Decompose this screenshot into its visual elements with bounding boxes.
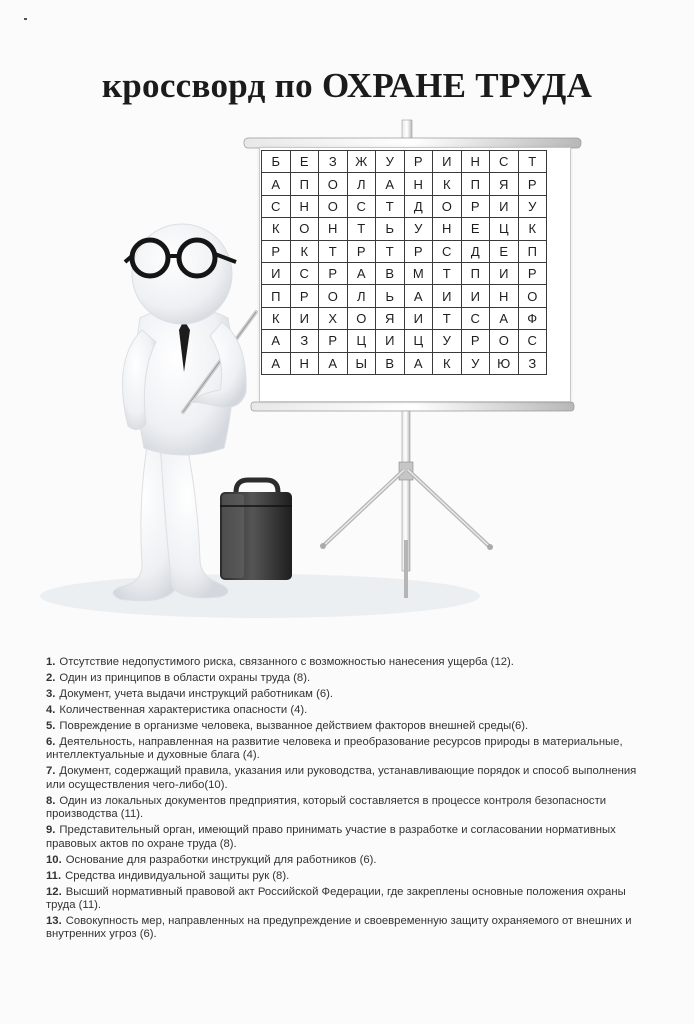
grid-cell: П [461,262,490,284]
question-item [46,854,656,867]
grid-cell: Т [376,195,405,217]
grid-cell: Т [433,262,462,284]
question-text: Количественная характеристика опасности (4). [59,704,308,716]
question-text: Документ, содержащий правила, указания или руководства, устанавливающие порядок и способ выполнения или осуществления чего-либо(10). [46,765,637,791]
grid-cell: Д [461,240,490,262]
grid-cell: П [290,173,319,195]
question-item [46,915,656,942]
grid-cell: О [319,173,348,195]
grid-row [262,307,547,329]
grid-cell: У [433,330,462,352]
grid-cell: Ь [376,285,405,307]
grid-cell: И [461,285,490,307]
question-text: Один из принципов в области охраны труда (8). [59,672,311,684]
grid-cell: Р [290,285,319,307]
grid-cell: Р [319,330,348,352]
grid-cell: Ц [404,330,433,352]
grid-cell: С [461,307,490,329]
grid-cell: А [404,285,433,307]
grid-row [262,151,547,173]
grid-cell: Н [290,195,319,217]
grid-cell: С [290,262,319,284]
grid-row [262,240,547,262]
grid-cell: И [376,330,405,352]
grid-cell: Л [347,285,376,307]
grid-cell: Т [518,151,547,173]
grid-cell: А [490,307,519,329]
grid-cell: У [461,352,490,374]
question-item [46,824,656,851]
grid-cell: Л [347,173,376,195]
grid-cell: О [490,330,519,352]
grid-cell: Н [461,151,490,173]
grid-cell: Ж [347,151,376,173]
grid-cell: К [262,307,291,329]
grid-cell: О [518,285,547,307]
grid-cell: В [376,352,405,374]
grid-cell: У [376,151,405,173]
question-text: Средства индивидуальной защиты рук (8). [65,869,290,882]
grid-cell: И [433,151,462,173]
grid-cell: А [262,330,291,352]
grid-cell: Е [290,151,319,173]
grid-cell: У [518,195,547,217]
grid-cell: И [433,285,462,307]
grid-cell: Р [518,262,547,284]
grid-cell: А [262,352,291,374]
grid-cell: Б [262,151,291,173]
grid-row [262,352,547,374]
question-number: 12. [46,885,62,898]
question-number: 11. [46,869,62,882]
grid-cell: К [433,352,462,374]
grid-cell: Р [461,195,490,217]
page-title: кроссворд по ОХРАНЕ ТРУДА [101,66,593,105]
scan-speck [24,18,27,20]
question-number: 2. [46,672,56,684]
grid-cell: О [433,195,462,217]
questions-list [46,656,656,944]
grid-cell: Т [347,218,376,240]
grid-cell: М [404,262,433,284]
grid-cell: У [404,218,433,240]
grid-cell: Р [347,240,376,262]
question-number: 10. [46,853,62,866]
grid-cell: Я [376,307,405,329]
grid-cell: Т [319,240,348,262]
grid-row [262,195,547,217]
question-text: Повреждение в организме человека, вызванное действием факторов внешней среды(6). [59,720,529,732]
grid-cell: Е [461,218,490,240]
grid-cell: Н [433,218,462,240]
grid-cell: Т [376,240,405,262]
grid-cell: С [518,330,547,352]
grid-cell: Н [490,285,519,307]
question-number: 5. [46,720,56,732]
question-number: 6. [46,736,56,748]
question-item [46,656,656,669]
question-item [46,736,656,763]
grid-cell: О [347,307,376,329]
grid-cell: К [518,218,547,240]
grid-cell: З [319,151,348,173]
question-number: 7. [46,765,56,778]
grid-cell: Ц [490,218,519,240]
grid-row [262,285,547,307]
question-item [46,688,656,701]
grid-cell: П [262,285,291,307]
grid-cell: Я [490,173,519,195]
grid-cell: Р [319,262,348,284]
grid-cell: Д [404,195,433,217]
grid-row [262,330,547,352]
grid-row [262,218,547,240]
grid-cell: О [319,285,348,307]
grid-cell: Н [404,173,433,195]
grid-cell: А [262,173,291,195]
grid-cell: Р [262,240,291,262]
question-text: Один из локальных документов предприятия, который составляется в процессе контроля безопасности производства (11). [46,794,607,821]
grid-cell: А [376,173,405,195]
grid-cell: Р [461,330,490,352]
question-text: Основание для разработки инструкций для работников (6). [65,853,377,866]
question-number: 4. [46,704,56,716]
grid-cell: Н [290,352,319,374]
grid-cell: А [347,262,376,284]
grid-cell: Р [404,240,433,262]
grid-cell: Ю [490,352,519,374]
question-text: Отсутствие недопустимого риска, связанного с возможностью нанесения ущерба (12). [59,656,514,668]
question-text: Представительный орган, имеющий право принимать участие в разработке и согласовании нормативных правовых актов по охране труда (8). [46,824,616,850]
grid-cell: К [433,173,462,195]
grid-cell: З [518,352,547,374]
grid-cell: Ы [347,352,376,374]
grid-cell: И [490,262,519,284]
grid-cell: Р [518,173,547,195]
question-item [46,795,656,822]
question-text: Совокупность мер, направленных на предупреждение и своевременную защиту охраняемого от внешних и внутренних угроз (6). [46,915,632,941]
grid-cell: И [262,262,291,284]
grid-cell: О [319,195,348,217]
question-item [46,704,656,717]
grid-row [262,173,547,195]
grid-cell: О [290,218,319,240]
grid-cell: А [319,352,348,374]
grid-cell: И [490,195,519,217]
question-item [46,870,656,883]
grid-cell: Т [433,307,462,329]
question-item [46,886,656,913]
grid-cell: Ф [518,307,547,329]
grid-cell: Х [319,307,348,329]
grid-cell: З [290,330,319,352]
grid-cell: Н [319,218,348,240]
question-text: Высший нормативный правовой акт Российской Федерации, где закреплены основные положения охраны труда (11). [46,885,626,912]
grid-cell: К [290,240,319,262]
grid-cell: С [262,195,291,217]
question-text: Деятельность, направленная на развитие человека и преобразование ресурсов природы в материальные, интеллектуальные и духовные блага (4). [46,736,623,762]
crossword-grid [261,150,547,375]
grid-cell: Ц [347,330,376,352]
question-item [46,720,656,733]
question-item [46,672,656,685]
question-number: 9. [46,824,56,837]
grid-cell: С [347,195,376,217]
grid-cell: С [433,240,462,262]
question-number: 1. [46,656,56,668]
briefcase-icon [220,480,292,580]
question-number: 13. [46,915,62,928]
grid-cell: Е [490,240,519,262]
grid-cell: И [404,307,433,329]
grid-cell: Ь [376,218,405,240]
grid-cell: И [290,307,319,329]
question-text: Документ, учета выдачи инструкций работникам (6). [59,688,334,700]
grid-cell: Р [404,151,433,173]
grid-cell: П [518,240,547,262]
question-item [46,765,656,792]
grid-cell: К [262,218,291,240]
question-number: 8. [46,794,56,807]
grid-cell: С [490,151,519,173]
question-number: 3. [46,688,56,700]
grid-row [262,262,547,284]
grid-cell: П [461,173,490,195]
grid-cell: А [404,352,433,374]
grid-cell: В [376,262,405,284]
